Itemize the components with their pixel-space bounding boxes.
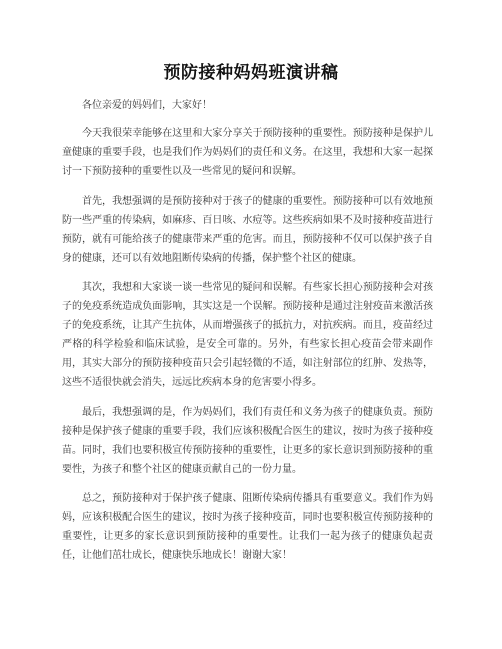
paragraph-responsibility: 最后，我想强调的是，作为妈妈们，我们有责任和义务为孩子的健康负责。预防接种是保护孩子健康的重要手段，我们应该积极配合医生的建议，按时为孩子接种疫苗。同时，我们也要积极宣传预防接种的重要性，让更多的家长意识到预防接种的重要性，为孩子和整个社区的健康贡献自己的一份力量。 [62,406,433,475]
greeting-paragraph: 各位亲爱的妈妈们，大家好！ [82,100,212,111]
paragraph-conclusion: 总之，预防接种对于保护孩子健康、阻断传染病传播具有重要意义。我们作为妈妈，应该积极配合医生的建议，按时为孩子接种疫苗，同时也要积极宣传预防接种的重要性，让更多的家长意识到预防接种的重要性。让我们一起为孩子的健康负起责任，让他们茁壮成长，健康快乐地成长！谢谢大家！ [62,493,433,561]
document-title: 预防接种妈妈班演讲稿 [163,63,339,83]
paragraph-misconceptions: 其次，我想和大家谈一谈一些常见的疑问和误解。有些家长担心预防接种会对孩子的免疫系统造成负面影响，其实这是一个误解。预防接种是通过注射疫苗来激活孩子的免疫系统，让其产生抗体，从而增强孩子的抵抗力，对抗疾病。而且，疫苗经过严格的科学检验和临床试验，是安全可靠的。另外，有些家长担心疫苗会带来副作用，其实大部分的预防接种疫苗只会引起轻微的不适，如注射部位的红肿、发热等，这些不适很快就会消失，远远比疾病本身的危害要小得多。 [62,282,433,388]
paragraph-intro: 今天我很荣幸能够在这里和大家分享关于预防接种的重要性。预防接种是保护儿童健康的重要手段，也是我们作为妈妈们的责任和义务。在这里，我想和大家一起探讨一下预防接种的重要性以及一些常见的疑问和误解。 [62,128,433,177]
document-body [62,96,433,576]
paragraph-importance: 首先，我想强调的是预防接种对于孩子的健康的重要性。预防接种可以有效地预防一些严重的传染病，如麻疹、百日咳、水痘等。这些疾病如果不及时接种疫苗进行预防，就有可能给孩子的健康带来严重的危害。而且，预防接种不仅可以保护孩子自身的健康，还可以有效地阻断传染病的传播，保护整个社区的健康。 [62,195,433,264]
